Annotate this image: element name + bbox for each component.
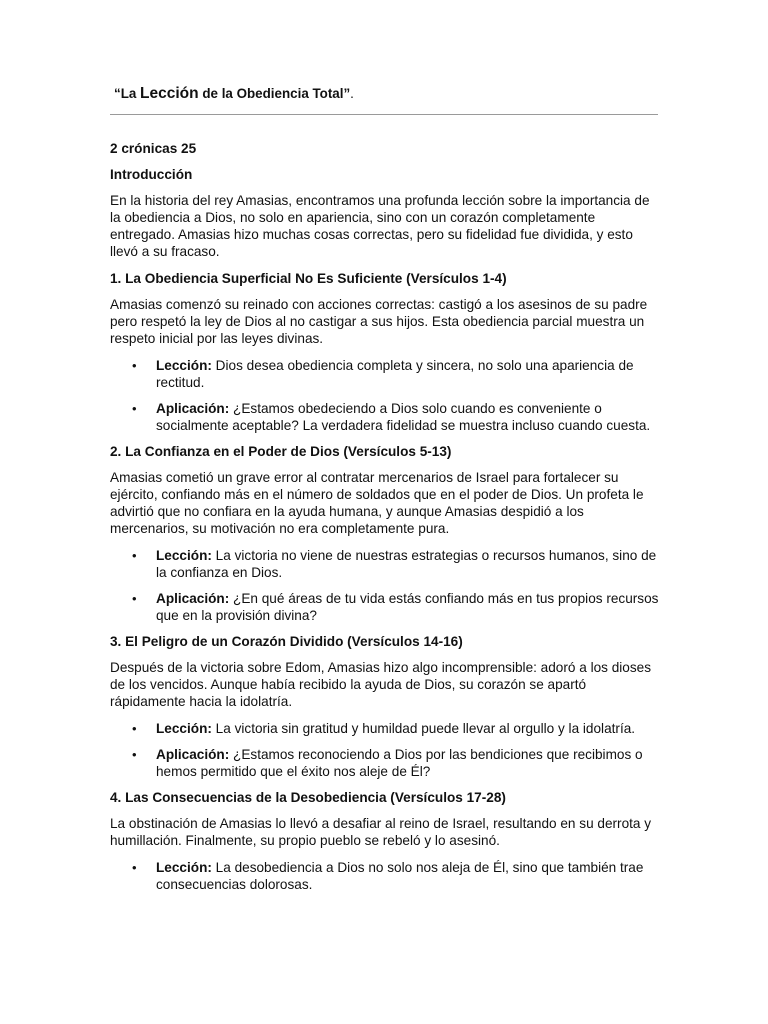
list-item bbox=[110, 400, 662, 434]
bullet-label: Aplicación: bbox=[156, 747, 230, 762]
bullet-text: Dios desea obediencia completa y sincera, no solo una apariencia de rectitud. bbox=[156, 358, 634, 390]
list-item bbox=[110, 547, 662, 581]
bullet-icon: • bbox=[132, 860, 137, 875]
section-heading: 2. La Confianza en el Poder de Dios (Versículos 5-13) bbox=[110, 444, 452, 459]
bullet-text: ¿Estamos reconociendo a Dios por las bendiciones que recibimos o hemos permitido que el éxito nos aleje de Él? bbox=[156, 747, 643, 779]
bullet-list bbox=[110, 547, 662, 624]
list-item bbox=[110, 720, 662, 737]
bullet-label: Lección: bbox=[156, 860, 212, 875]
section-heading: 3. El Peligro de un Corazón Dividido (Versículos 14-16) bbox=[110, 634, 463, 649]
section-heading: 1. La Obediencia Superficial No Es Suficiente (Versículos 1-4) bbox=[110, 271, 507, 286]
bullet-text: La desobediencia a Dios no solo nos aleja de Él, sino que también trae consecuencias dolorosas. bbox=[156, 860, 644, 892]
intro-paragraph: En la historia del rey Amasias, encontramos una profunda lección sobre la importancia de la obediencia a Dios, no solo en apariencia, sino con un corazón completamente entregado. Amasias hizo muchas cosas correctas, pero su fidelidad fue dividida, y esto llevó a su fracaso. bbox=[110, 193, 650, 259]
bullet-label: Lección: bbox=[156, 548, 212, 563]
bullet-text: La victoria sin gratitud y humildad puede llevar al orgullo y la idolatría. bbox=[211, 721, 636, 736]
section-paragraph: Amasias comenzó su reinado con acciones correctas: castigó a los asesinos de su padre pero respetó la ley de Dios al no castigar a sus hijos. Esta obediencia parcial muestra un respeto inicial por las leyes divinas. bbox=[110, 297, 648, 346]
bullet-text: La victoria no viene de nuestras estrategias o recursos humanos, sino de la confianza en Dios. bbox=[156, 548, 657, 580]
intro-heading: Introducción bbox=[110, 167, 193, 182]
section-paragraph: Amasias cometió un grave error al contratar mercenarios de Israel para fortalecer su ejército, confiando más en el número de soldados que en el poder de Dios. Un profeta le advirtió que no confiara en la ayuda humana, y aunque Amasias despidió a los mercenarios, su motivación no era completamente pura. bbox=[110, 470, 644, 536]
section bbox=[110, 443, 662, 624]
bullet-text: ¿Estamos obedeciendo a Dios solo cuando es conveniente o socialmente aceptable? La verdadera fidelidad se muestra incluso cuando cuesta. bbox=[156, 401, 651, 433]
bullet-label: Aplicación: bbox=[156, 401, 230, 416]
list-item bbox=[110, 590, 662, 624]
document-title: “La Lección de la Obediencia Total”. bbox=[114, 85, 354, 102]
bullet-list bbox=[110, 720, 662, 780]
scripture-reference: 2 crónicas 25 bbox=[110, 141, 197, 156]
bullet-icon: • bbox=[132, 358, 137, 373]
bullet-list bbox=[110, 357, 662, 434]
bullet-icon: • bbox=[132, 591, 137, 606]
section bbox=[110, 789, 662, 893]
bullet-list bbox=[110, 859, 662, 893]
section-heading: 4. Las Consecuencias de la Desobediencia (Versículos 17-28) bbox=[110, 790, 506, 805]
bullet-icon: • bbox=[132, 721, 137, 736]
bullet-label: Lección: bbox=[156, 721, 212, 736]
section-paragraph: Después de la victoria sobre Edom, Amasias hizo algo incomprensible: adoró a los dioses de los vencidos. Aunque había recibido la ayuda de Dios, su corazón se apartó rápidamente hacia la idolatría. bbox=[110, 660, 652, 709]
bullet-icon: • bbox=[132, 548, 137, 563]
document-body bbox=[110, 140, 662, 902]
list-item bbox=[110, 859, 662, 893]
list-item bbox=[110, 746, 662, 780]
bullet-icon: • bbox=[132, 401, 137, 416]
bullet-icon: • bbox=[132, 747, 137, 762]
bullet-text: ¿En qué áreas de tu vida estás confiando más en tus propios recursos que en la provisión divina? bbox=[156, 591, 659, 623]
section bbox=[110, 633, 662, 780]
bullet-label: Lección: bbox=[156, 358, 212, 373]
section-paragraph: La obstinación de Amasias lo llevó a desafiar al reino de Israel, resultando en su derrota y humillación. Finalmente, su propio pueblo se rebeló y lo asesinó. bbox=[110, 816, 652, 848]
bullet-label: Aplicación: bbox=[156, 591, 230, 606]
title-divider bbox=[110, 114, 658, 115]
list-item bbox=[110, 357, 662, 391]
section bbox=[110, 270, 662, 434]
